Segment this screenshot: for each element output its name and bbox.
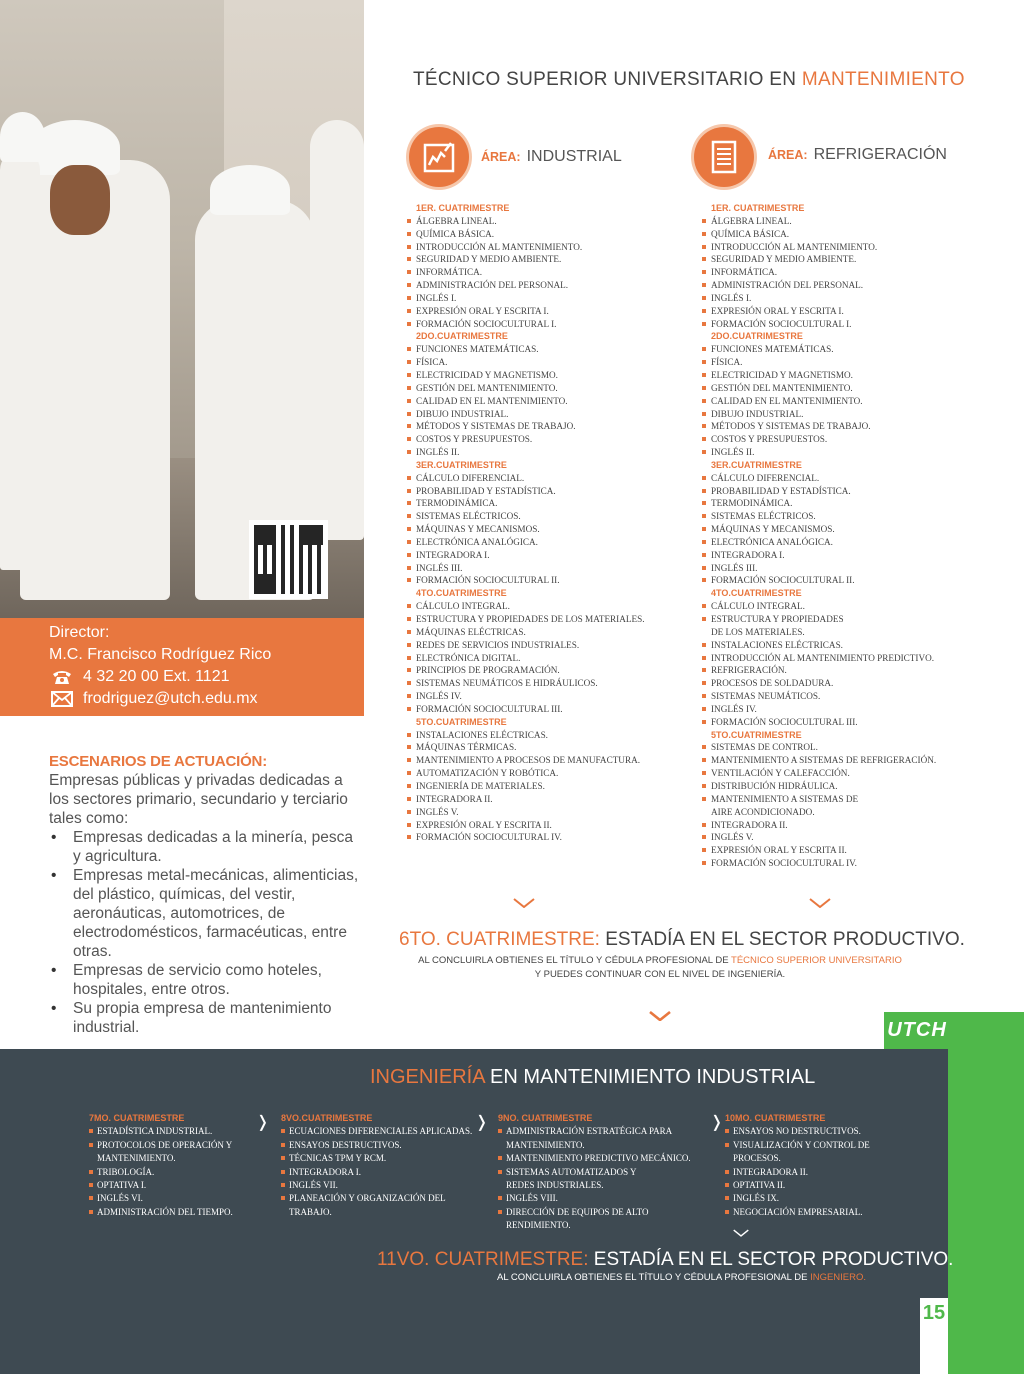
director-label: Director: bbox=[49, 624, 110, 641]
course-item: INGLÉS IX. bbox=[725, 1192, 870, 1205]
course-item: AIRE ACONDICIONADO. bbox=[711, 806, 815, 817]
page-number: 15 bbox=[920, 1298, 948, 1374]
engineering-column bbox=[281, 1112, 472, 1219]
course-item: TRIBOLOGÍA. bbox=[89, 1166, 233, 1179]
escenarios-heading: ESCENARIOS DE ACTUACIÓN: bbox=[49, 753, 267, 770]
course-item: RENDIMIENTO. bbox=[506, 1220, 571, 1231]
course-item: DISTRIBUCIÓN HIDRÁULICA. bbox=[701, 780, 936, 793]
term-heading: 4TO.CUATRIMESTRE bbox=[416, 588, 507, 599]
course-item: ÁLGEBRA LINEAL. bbox=[701, 215, 936, 228]
course-item: INSTALACIONES ELÉCTRICAS. bbox=[701, 639, 936, 652]
course-item: OPTATIVA I. bbox=[89, 1179, 233, 1192]
course-item: EXPRESIÓN ORAL Y ESCRITA I. bbox=[701, 305, 936, 318]
course-item: COSTOS Y PRESUPUESTOS. bbox=[701, 433, 936, 446]
escenarios-item: • Empresas dedicadas a la minería, pesca y agricultura. bbox=[49, 828, 365, 866]
course-item: EXPRESIÓN ORAL Y ESCRITA II. bbox=[406, 819, 645, 832]
escenarios-intro: Empresas públicas y privadas dedicadas a los sectores primario, secundario y terciario tales como: bbox=[49, 772, 348, 827]
course-item: PRINCIPIOS DE PROGRAMACIÓN. bbox=[406, 664, 645, 677]
course-item: REDES INDUSTRIALES. bbox=[506, 1180, 604, 1191]
escenarios-item: • Empresas de servicio como hoteles, hospitales, entre otros. bbox=[49, 961, 365, 999]
course-item: CÁLCULO DIFERENCIAL. bbox=[701, 472, 936, 485]
course-item: VENTILACIÓN Y CALEFACCIÓN. bbox=[701, 767, 936, 780]
director-name: M.C. Francisco Rodríguez Rico bbox=[49, 646, 272, 663]
course-item: MÁQUINAS Y MECANISMOS. bbox=[406, 523, 645, 536]
course-item: REFRIGERACIÓN. bbox=[701, 664, 936, 677]
course-item: PROCESOS DE SOLDADURA. bbox=[701, 677, 936, 690]
term-heading: 1ER. CUATRIMESTRE bbox=[711, 203, 805, 213]
course-item: INGLÉS IV. bbox=[406, 690, 645, 703]
course-item: INGLÉS III. bbox=[406, 562, 645, 575]
course-item: ESTRUCTURA Y PROPIEDADES bbox=[701, 613, 936, 626]
course-item: INTEGRADORA I. bbox=[406, 549, 645, 562]
course-item: INGLÉS III. bbox=[701, 562, 936, 575]
course-item: TERMODINÁMICA. bbox=[701, 497, 936, 510]
course-item: FÍSICA. bbox=[406, 356, 645, 369]
term-heading: 9NO. CUATRIMESTRE bbox=[498, 1113, 593, 1123]
course-item: ADMINISTRACIÓN DEL PERSONAL. bbox=[406, 279, 645, 292]
course-item: SISTEMAS NEUMÁTICOS E HIDRÁULICOS. bbox=[406, 677, 645, 690]
course-item: SISTEMAS ELÉCTRICOS. bbox=[406, 510, 645, 523]
term-heading: 4TO.CUATRIMESTRE bbox=[711, 588, 802, 599]
course-item: CÁLCULO INTEGRAL. bbox=[406, 600, 645, 613]
course-item: INGLÉS V. bbox=[406, 806, 645, 819]
course-item: GESTIÓN DEL MANTENIMIENTO. bbox=[406, 382, 645, 395]
course-item: AUTOMATIZACIÓN Y ROBÓTICA. bbox=[406, 767, 645, 780]
document-icon bbox=[694, 127, 754, 187]
course-item: FORMACIÓN SOCIOCULTURAL III. bbox=[406, 703, 645, 716]
course-item: FORMACIÓN SOCIOCULTURAL IV. bbox=[406, 831, 645, 844]
phone-icon bbox=[51, 669, 73, 685]
course-item: VISUALIZACIÓN Y CONTROL DE bbox=[725, 1139, 870, 1152]
course-item: REDES DE SERVICIOS INDUSTRIALES. bbox=[406, 639, 645, 652]
course-item: INTRODUCCIÓN AL MANTENIMIENTO. bbox=[406, 241, 645, 254]
term-heading: 1ER. CUATRIMESTRE bbox=[416, 203, 510, 213]
course-item: FÍSICA. bbox=[701, 356, 936, 369]
course-item: INGLÉS I. bbox=[701, 292, 936, 305]
course-item: FORMACIÓN SOCIOCULTURAL I. bbox=[701, 318, 936, 331]
course-item: PROCESOS. bbox=[733, 1153, 781, 1164]
course-item: INGENIERÍA DE MATERIALES. bbox=[406, 780, 645, 793]
chevron-right-icon: ❭ bbox=[256, 1114, 270, 1131]
course-item: INTEGRADORA I. bbox=[281, 1166, 472, 1179]
engineering-stay-title: 11VO. CUATRIMESTRE: ESTADÍA EN EL SECTOR PRODUCTIVO. bbox=[377, 1249, 954, 1270]
course-item: ELECTRÓNICA ANALÓGICA. bbox=[406, 536, 645, 549]
course-item: FORMACIÓN SOCIOCULTURAL I. bbox=[406, 318, 645, 331]
course-item: INFORMÁTICA. bbox=[406, 266, 645, 279]
term-heading: 2DO.CUATRIMESTRE bbox=[416, 331, 508, 342]
course-item: SISTEMAS ELÉCTRICOS. bbox=[701, 510, 936, 523]
course-item: MANTENIMIENTO. bbox=[97, 1153, 176, 1164]
course-item: ADMINISTRACIÓN DEL TIEMPO. bbox=[89, 1206, 233, 1219]
course-item: SISTEMAS DE CONTROL. bbox=[701, 741, 936, 754]
factory-icon bbox=[409, 127, 469, 187]
course-item: INTEGRADORA II. bbox=[406, 793, 645, 806]
course-item: CÁLCULO INTEGRAL. bbox=[701, 600, 936, 613]
chevron-down-icon bbox=[733, 1229, 749, 1237]
course-item: ADMINISTRACIÓN ESTRATÉGICA PARA bbox=[498, 1125, 691, 1138]
course-item: INGLÉS VI. bbox=[89, 1192, 233, 1205]
course-item: INTEGRADORA I. bbox=[701, 549, 936, 562]
course-item: INTEGRADORA II. bbox=[725, 1166, 870, 1179]
course-item: MANTENIMIENTO A SISTEMAS DE REFRIGERACIÓN. bbox=[701, 754, 936, 767]
course-item: INGLÉS IV. bbox=[701, 703, 936, 716]
green-side-band bbox=[948, 1012, 1024, 1374]
chevron-down-icon bbox=[513, 898, 535, 908]
engineering-column bbox=[89, 1112, 233, 1219]
chevron-down-icon bbox=[809, 898, 831, 908]
tsu-stay-note-1: AL CONCLUIRLA OBTIENES EL TÍTULO Y CÉDULA PROFESIONAL DE TÉCNICO SUPERIOR UNIVERSITARIO bbox=[418, 955, 902, 966]
course-item: DIBUJO INDUSTRIAL. bbox=[406, 408, 645, 421]
course-item: FUNCIONES MATEMÁTICAS. bbox=[406, 343, 645, 356]
course-item: PROBABILIDAD Y ESTADÍSTICA. bbox=[701, 485, 936, 498]
course-item: ESTADÍSTICA INDUSTRIAL. bbox=[89, 1125, 233, 1138]
director-email[interactable]: frodriguez@utch.edu.mx bbox=[83, 690, 258, 707]
course-item: ELECTRÓNICA DIGITAL. bbox=[406, 652, 645, 665]
escenarios-section bbox=[49, 752, 365, 1037]
tsu-stay-title: 6TO. CUATRIMESTRE: ESTADÍA EN EL SECTOR PRODUCTIVO. bbox=[399, 929, 965, 950]
course-item: CALIDAD EN EL MANTENIMIENTO. bbox=[406, 395, 645, 408]
course-item: FORMACIÓN SOCIOCULTURAL II. bbox=[406, 574, 645, 587]
course-item: PROTOCOLOS DE OPERACIÓN Y bbox=[89, 1139, 233, 1152]
course-item: INGLÉS II. bbox=[406, 446, 645, 459]
course-item: DIBUJO INDUSTRIAL. bbox=[701, 408, 936, 421]
course-item: FUNCIONES MATEMÁTICAS. bbox=[701, 343, 936, 356]
course-item: ESTRUCTURA Y PROPIEDADES DE LOS MATERIALES. bbox=[406, 613, 645, 626]
course-item: ELECTRICIDAD Y MAGNETISMO. bbox=[406, 369, 645, 382]
course-item: TRABAJO. bbox=[289, 1206, 332, 1217]
course-item: INTEGRADORA II. bbox=[701, 819, 936, 832]
course-item: QUÍMICA BÁSICA. bbox=[701, 228, 936, 241]
course-item: ENSAYOS NO DESTRUCTIVOS. bbox=[725, 1125, 870, 1138]
course-item: PLANEACIÓN Y ORGANIZACIÓN DEL bbox=[281, 1192, 472, 1205]
course-item: ADMINISTRACIÓN DEL PERSONAL. bbox=[701, 279, 936, 292]
course-item: ELECTRICIDAD Y MAGNETISMO. bbox=[701, 369, 936, 382]
refrigeracion-curriculum bbox=[701, 202, 936, 870]
escenarios-item: • Empresas metal-mecánicas, alimenticias, del plástico, químicas, del vestir, aeronáuticas, automotrices, de electrodomésticos, farmacéuticas, entre otras. bbox=[49, 866, 365, 961]
director-phone: 4 32 20 00 Ext. 1121 bbox=[83, 668, 230, 685]
qr-code bbox=[249, 520, 328, 599]
course-item: FORMACIÓN SOCIOCULTURAL II. bbox=[701, 574, 936, 587]
course-item: ELECTRÓNICA ANALÓGICA. bbox=[701, 536, 936, 549]
course-item: MANTENIMIENTO A PROCESOS DE MANUFACTURA. bbox=[406, 754, 645, 767]
course-item: EXPRESIÓN ORAL Y ESCRITA I. bbox=[406, 305, 645, 318]
course-item: DIRECCIÓN DE EQUIPOS DE ALTO bbox=[498, 1206, 691, 1219]
course-item: TERMODINÁMICA. bbox=[406, 497, 645, 510]
area-industrial: ÁREA: INDUSTRIAL bbox=[481, 148, 622, 165]
course-item: SEGURIDAD Y MEDIO AMBIENTE. bbox=[701, 253, 936, 266]
course-item: CALIDAD EN EL MANTENIMIENTO. bbox=[701, 395, 936, 408]
term-heading: 2DO.CUATRIMESTRE bbox=[711, 331, 803, 342]
course-item: MANTENIMIENTO A SISTEMAS DE bbox=[701, 793, 936, 806]
course-item: ECUACIONES DIFERENCIALES APLICADAS. bbox=[281, 1125, 472, 1138]
term-heading: 10MO. CUATRIMESTRE bbox=[725, 1113, 826, 1123]
course-item: INGLÉS VII. bbox=[281, 1179, 472, 1192]
course-item: INGLÉS II. bbox=[701, 446, 936, 459]
course-item: INTRODUCCIÓN AL MANTENIMIENTO. bbox=[701, 241, 936, 254]
course-item: INSTALACIONES ELÉCTRICAS. bbox=[406, 729, 645, 742]
course-item: INTRODUCCIÓN AL MANTENIMIENTO PREDICTIVO. bbox=[701, 652, 936, 665]
course-item: FORMACIÓN SOCIOCULTURAL IV. bbox=[701, 857, 936, 870]
course-item: FORMACIÓN SOCIOCULTURAL III. bbox=[701, 716, 936, 729]
chevron-right-icon: ❭ bbox=[710, 1114, 724, 1131]
engineering-stay-note: AL CONCLUIRLA OBTIENES EL TÍTULO Y CÉDULA PROFESIONAL DE INGENIERO. bbox=[497, 1272, 867, 1283]
course-item: MÁQUINAS TÉRMICAS. bbox=[406, 741, 645, 754]
escenarios-item: • Su propia empresa de mantenimiento industrial. bbox=[49, 999, 365, 1037]
course-item: INFORMÁTICA. bbox=[701, 266, 936, 279]
engineering-title: INGENIERÍA EN MANTENIMIENTO INDUSTRIAL bbox=[370, 1066, 816, 1088]
course-item: PROBABILIDAD Y ESTADÍSTICA. bbox=[406, 485, 645, 498]
course-item: ÁLGEBRA LINEAL. bbox=[406, 215, 645, 228]
course-item: SISTEMAS AUTOMATIZADOS Y bbox=[498, 1166, 691, 1179]
course-item: TÉCNICAS TPM Y RCM. bbox=[281, 1152, 472, 1165]
email-icon bbox=[51, 691, 73, 707]
course-item: MÉTODOS Y SISTEMAS DE TRABAJO. bbox=[701, 420, 936, 433]
term-heading: 3ER.CUATRIMESTRE bbox=[416, 459, 507, 470]
course-item: MANTENIMIENTO. bbox=[506, 1139, 585, 1150]
chevron-down-icon bbox=[649, 1011, 671, 1021]
term-heading: 8VO.CUATRIMESTRE bbox=[281, 1113, 373, 1123]
course-item: INGLÉS I. bbox=[406, 292, 645, 305]
engineering-column bbox=[725, 1112, 870, 1219]
course-item: INGLÉS VIII. bbox=[498, 1192, 691, 1205]
term-heading: 7MO. CUATRIMESTRE bbox=[89, 1113, 185, 1123]
utch-logo: UTCH bbox=[884, 1012, 950, 1049]
course-item: CÁLCULO DIFERENCIAL. bbox=[406, 472, 645, 485]
chevron-right-icon: ❭ bbox=[475, 1114, 489, 1131]
course-item: SEGURIDAD Y MEDIO AMBIENTE. bbox=[406, 253, 645, 266]
engineering-column bbox=[498, 1112, 691, 1233]
course-item: GESTIÓN DEL MANTENIMIENTO. bbox=[701, 382, 936, 395]
term-heading: 3ER.CUATRIMESTRE bbox=[711, 459, 802, 470]
course-item: QUÍMICA BÁSICA. bbox=[406, 228, 645, 241]
tsu-stay-note-2: Y PUEDES CONTINUAR CON EL NIVEL DE INGENIERÍA. bbox=[534, 969, 786, 980]
director-box bbox=[0, 618, 364, 716]
course-item: MANTENIMIENTO PREDICTIVO MECÁNICO. bbox=[498, 1152, 691, 1165]
course-item: MÁQUINAS Y MECANISMOS. bbox=[701, 523, 936, 536]
area-refrigeracion: ÁREA: REFRIGERACIÓN bbox=[768, 146, 947, 163]
course-item: OPTATIVA II. bbox=[725, 1179, 870, 1192]
tsu-title: TÉCNICO SUPERIOR UNIVERSITARIO EN MANTENIMIENTO bbox=[413, 69, 965, 90]
course-item: COSTOS Y PRESUPUESTOS. bbox=[406, 433, 645, 446]
course-item: EXPRESIÓN ORAL Y ESCRITA II. bbox=[701, 844, 936, 857]
course-item: DE LOS MATERIALES. bbox=[711, 626, 805, 637]
term-heading: 5TO.CUATRIMESTRE bbox=[416, 716, 507, 727]
course-item: INGLÉS V. bbox=[701, 831, 936, 844]
course-item: MÉTODOS Y SISTEMAS DE TRABAJO. bbox=[406, 420, 645, 433]
course-item: SISTEMAS NEUMÁTICOS. bbox=[701, 690, 936, 703]
term-heading: 5TO.CUATRIMESTRE bbox=[711, 729, 802, 740]
course-item: ENSAYOS DESTRUCTIVOS. bbox=[281, 1139, 472, 1152]
course-item: MÁQUINAS ELÉCTRICAS. bbox=[406, 626, 645, 639]
industrial-curriculum bbox=[406, 202, 645, 844]
course-item: NEGOCIACIÓN EMPRESARIAL. bbox=[725, 1206, 870, 1219]
